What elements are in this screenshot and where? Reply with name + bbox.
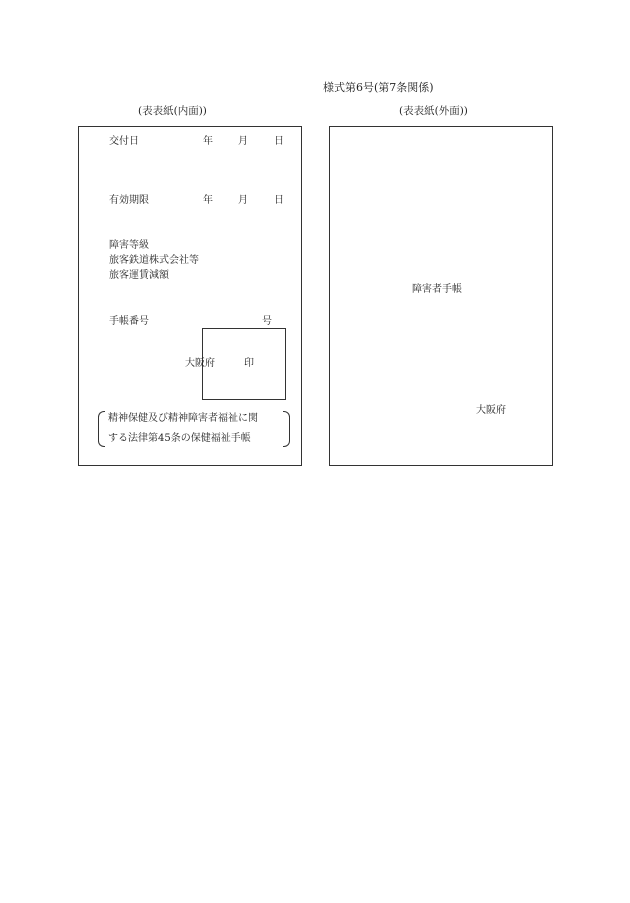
outer-cover-caption: (表表紙(外面))	[399, 105, 468, 117]
issue-date-year: 年	[203, 136, 213, 147]
expiry-month: 月	[238, 195, 248, 206]
seal-label: 印	[244, 358, 254, 369]
expiry-day: 日	[274, 195, 284, 206]
outer-cover-card	[329, 126, 553, 466]
bracket-left	[98, 411, 105, 447]
inner-cover-card	[78, 126, 302, 466]
fare-discount-label: 旅客運賃減額	[109, 270, 169, 281]
law-reference-line-2: する法律第45条の保健福祉手帳	[108, 433, 251, 444]
expiry-year: 年	[203, 195, 213, 206]
inner-cover-caption: (表表紙(内面))	[138, 105, 207, 117]
bracket-right	[283, 411, 290, 447]
issue-date-day: 日	[274, 136, 284, 147]
law-reference-line-1: 精神保健及び精神障害者福祉に関	[108, 413, 258, 424]
outer-cover-title: 障害者手帳	[412, 284, 462, 295]
form-title: 様式第6号(第7条関係)	[323, 81, 434, 94]
issue-date-month: 月	[238, 136, 248, 147]
railway-company-label: 旅客鉄道株式会社等	[109, 255, 199, 266]
book-number-label: 手帳番号	[109, 316, 149, 327]
outer-cover-issuer: 大阪府	[476, 405, 506, 416]
expiry-label: 有効期限	[109, 195, 149, 206]
disability-grade-label: 障害等級	[109, 240, 149, 251]
issuer-name: 大阪府	[185, 358, 215, 369]
book-number-suffix: 号	[262, 316, 272, 327]
issue-date-label: 交付日	[109, 136, 139, 147]
